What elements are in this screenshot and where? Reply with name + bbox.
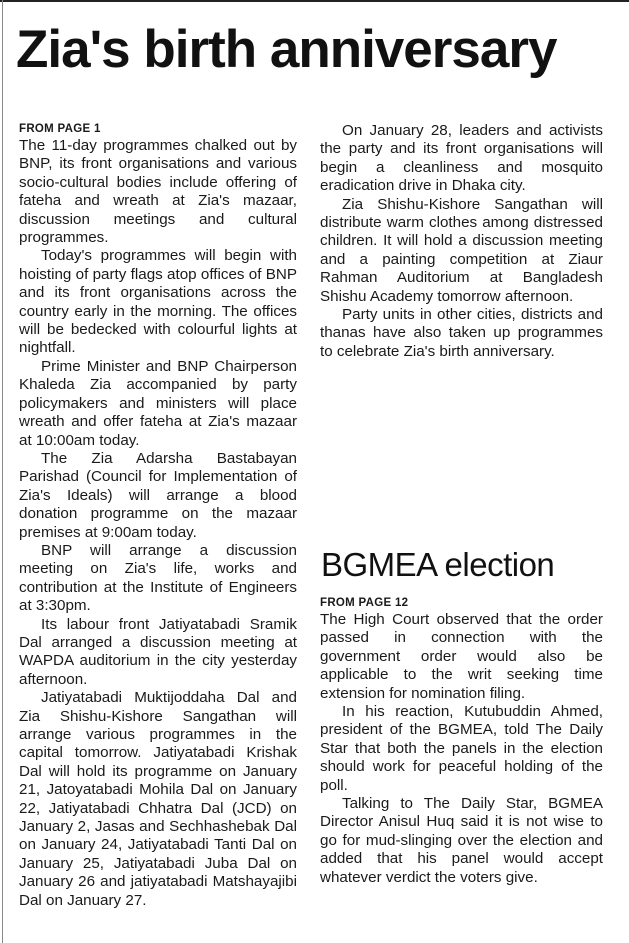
article-headline: Zia's birth anniversary xyxy=(16,20,557,79)
bgmea-kicker: FROM PAGE 12 xyxy=(320,597,409,609)
article-paragraph: Jatiyatabadi Muktijoddaha Dal and Zia Shishu-Kishore Sangathan will arrange various programmes in the capital tomorrow. Jatiyatabadi Krishak Dal will hold its programme on January 21, Jatoyatabadi Mohila Dal on January 22, Jatiyatabadi Chhatra Dal (JCD) on January 2, Jasas and Sechhashebak Dal on January 24, Jatiyatabadi Tanti Dal on January 25, Jatiyatabadi Juba Dal on January 26 and jatiyatabadi Matshayajibi Dal on January 27. xyxy=(19,689,297,909)
article-paragraph: Today's programmes will begin with hoisting of party flags atop offices of BNP and its front organisations across the country early in the morning. The offices will be bedecked with colourful lights at nightfall. xyxy=(19,247,297,357)
article-column-2 xyxy=(320,122,603,361)
bgmea-article-column xyxy=(320,596,603,887)
article-paragraph: The Zia Adarsha Bastabayan Parishad (Council for Implementation of Zia's Ideals) will arrange a blood donation programme on the mazaar premises at 9:00am today. xyxy=(19,449,297,541)
bgmea-paragraph: The High Court observed that the order passed in connection with the government order would also be applicable to the writ seeking time extension for nomination filing. xyxy=(320,611,603,702)
article-paragraph: Party units in other cities, districts and thanas have also taken up programmes to celebrate Zia's birth anniversary. xyxy=(320,306,603,360)
article-kicker: FROM PAGE 1 xyxy=(19,123,101,135)
article-paragraph: Its labour front Jatiyatabadi Sramik Dal arranged a discussion meeting at WAPDA auditorium in the city yesterday afternoon. xyxy=(19,615,297,688)
bgmea-paragraph: In his reaction, Kutubuddin Ahmed, president of the BGMEA, told The Daily Star that both the panels in the election should work for peaceful holding of the poll. xyxy=(320,703,603,794)
bgmea-paragraph: Talking to The Daily Star, BGMEA Director Anisul Huq said it is not wise to go for mud-slinging over the election and added that his panel would accept whatever verdict the voters give. xyxy=(320,795,603,886)
article-paragraph: BNP will arrange a discussion meeting on Zia's life, works and contribution at the Institute of Engineers at 3:30pm. xyxy=(19,541,297,615)
left-rule xyxy=(2,0,3,943)
bgmea-headline: BGMEA election xyxy=(321,546,555,583)
article-paragraph: The 11-day programmes chalked out by BNP, its front organisations and various socio-cultural bodies include offering of fateha and wreath at Zia's mazaar, discussion meetings and cultural programmes. xyxy=(19,137,297,247)
article-column-1 xyxy=(19,122,297,910)
article-paragraph: Prime Minister and BNP Chairperson Khaleda Zia accompanied by party policymakers and ministers will place wreath and offer fateha at Zia's mazaar at 10:00am today. xyxy=(19,357,297,449)
top-rule xyxy=(0,0,629,2)
article-paragraph: On January 28, leaders and activists the party and its front organisations will begin a cleanliness and mosquito eradication drive in Dhaka city. xyxy=(320,122,603,195)
article-paragraph: Zia Shishu-Kishore Sangathan will distribute warm clothes among distressed children. It will hold a discussion meeting and a painting competition at Ziaur Rahman Auditorium at Bangladesh Shishu Academy tomorrow afternoon. xyxy=(320,195,603,305)
